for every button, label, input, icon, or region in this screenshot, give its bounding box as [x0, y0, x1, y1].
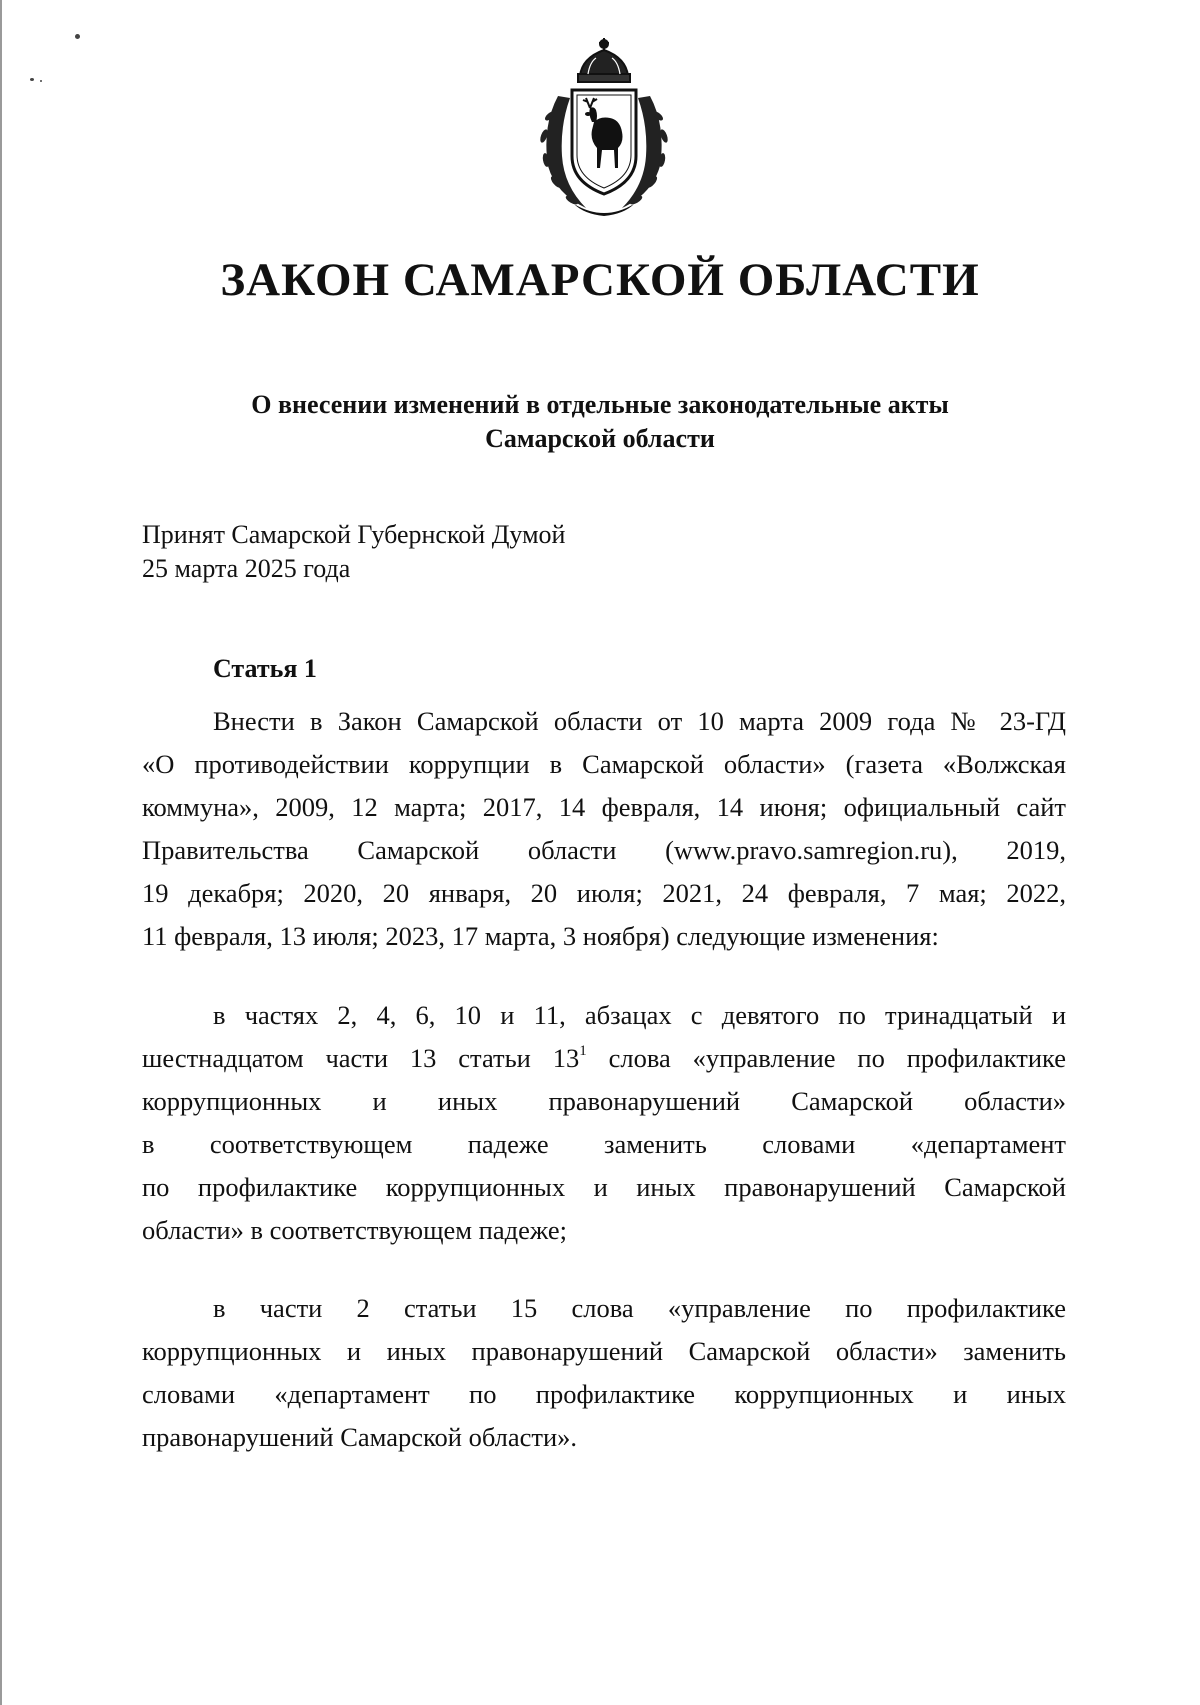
- superscript: 1: [579, 1043, 587, 1060]
- text-segment: слова «управление по профилактике: [586, 1043, 1066, 1073]
- subtitle-line: Самарской области: [485, 424, 715, 453]
- text-line: «О противодействии коррупции в Самарской области» (газета «Волжская: [142, 749, 1066, 779]
- text-line: по профилактике коррупционных и иных правонарушений Самарской: [142, 1172, 1066, 1202]
- text-line: 11 февраля, 13 июля; 2023, 17 марта, 3 ноября) следующие изменения:: [142, 921, 939, 951]
- adoption-body: Принят Самарской Губернской Думой: [142, 520, 566, 549]
- text-line-with-superscript: [142, 1037, 1066, 1080]
- scan-speck: [40, 80, 42, 82]
- adoption-info: [142, 518, 565, 586]
- text-line: коммуна», 2009, 12 марта; 2017, 14 февраля, 14 июня; официальный сайт: [142, 792, 1066, 822]
- text-line: Правительства Самарской области (www.pravo.samregion.ru), 2019,: [142, 835, 1066, 865]
- text-line: в части 2 статьи 15 слова «управление по профилактике: [213, 1293, 1066, 1323]
- subtitle-line: О внесении изменений в отдельные законодательные акты: [251, 390, 949, 419]
- adoption-date: 25 марта 2025 года: [142, 554, 351, 583]
- text-line: области» в соответствующем падеже;: [142, 1215, 567, 1245]
- scan-speck: [75, 34, 80, 39]
- article-paragraph-3: [142, 1287, 1066, 1459]
- text-line: в соответствующем падеже заменить словами «департамент: [142, 1129, 1066, 1159]
- article-paragraph-1: [142, 700, 1066, 958]
- document-title: ЗАКОН САМАРСКОЙ ОБЛАСТИ: [220, 254, 980, 306]
- text-line: 19 декабря; 2020, 20 января, 20 июля; 2021, 24 февраля, 7 мая; 2022,: [142, 878, 1066, 908]
- article-paragraph-2: [142, 994, 1066, 1252]
- text-line: коррупционных и иных правонарушений Самарской области» заменить: [142, 1336, 1066, 1366]
- document-subtitle: [0, 388, 1200, 456]
- text-line: Внести в Закон Самарской области от 10 марта 2009 года № 23-ГД: [213, 706, 1066, 736]
- text-line: коррупционных и иных правонарушений Самарской области»: [142, 1086, 1066, 1116]
- article-title: Статья 1: [213, 654, 317, 683]
- text-segment: шестнадцатом части 13 статьи 13: [142, 1043, 580, 1073]
- samara-coat-of-arms-icon: [528, 36, 680, 222]
- text-line: словами «департамент по профилактике коррупционных и иных: [142, 1379, 1066, 1409]
- text-line: в частях 2, 4, 6, 10 и 11, абзацах с девятого по тринадцатый и: [213, 1000, 1066, 1030]
- text-line: правонарушений Самарской области».: [142, 1422, 578, 1452]
- scan-speck: [30, 78, 34, 81]
